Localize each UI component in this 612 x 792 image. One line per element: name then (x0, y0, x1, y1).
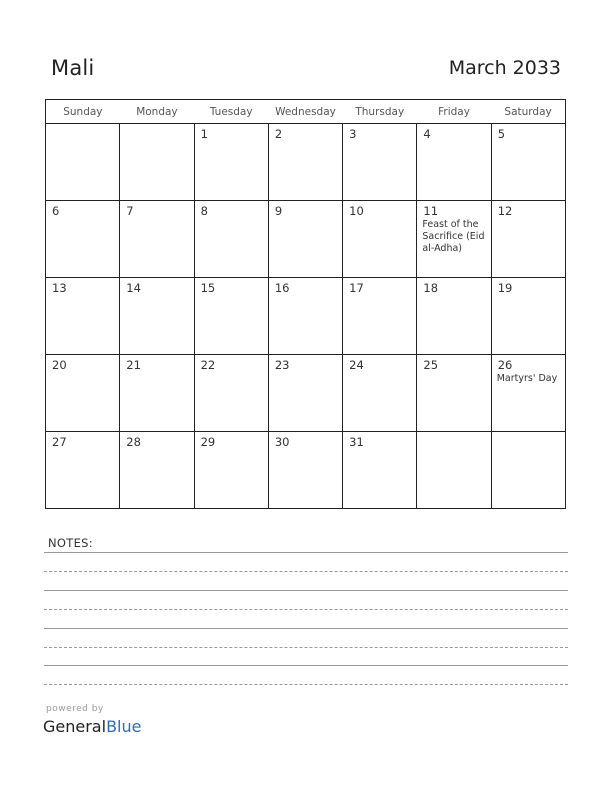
day-number: 28 (126, 435, 141, 449)
day-cell (491, 355, 565, 432)
day-cell (417, 432, 491, 509)
day-cell (491, 201, 565, 278)
notes-line (44, 552, 568, 553)
day-number: 19 (497, 281, 513, 295)
day-cell (120, 278, 194, 355)
day-cell (46, 124, 120, 201)
day-cell (120, 355, 194, 432)
calendar-grid (45, 99, 566, 509)
day-number: 29 (200, 435, 216, 449)
day-number: 12 (497, 204, 513, 218)
day-cell (343, 201, 417, 278)
weekday-header-row (46, 100, 566, 124)
day-number: 18 (423, 281, 439, 295)
day-cell (194, 124, 268, 201)
day-number: 27 (52, 435, 67, 449)
day-number: 22 (200, 358, 216, 372)
day-number: 8 (200, 204, 208, 218)
day-cell (491, 432, 565, 509)
country-title: Mali (51, 56, 95, 80)
day-cell (491, 124, 565, 201)
notes-line (44, 590, 568, 591)
holiday-label: Martyrs' Day (496, 373, 558, 384)
day-number: 20 (52, 358, 67, 372)
weekday-header: Thursday (343, 100, 417, 124)
day-cell (417, 355, 491, 432)
day-number: 10 (349, 204, 364, 218)
day-number: 15 (200, 281, 216, 295)
day-cell (417, 201, 491, 278)
day-cell (343, 432, 417, 509)
day-cell (343, 355, 417, 432)
notes-line (44, 684, 568, 685)
week-row (46, 432, 566, 509)
notes-line (44, 665, 568, 666)
notes-line (44, 609, 568, 610)
day-number: 16 (274, 281, 290, 295)
notes-label: NOTES: (48, 536, 93, 550)
day-number: 31 (349, 435, 364, 449)
day-number: 14 (126, 281, 141, 295)
notes-line (44, 647, 568, 648)
day-number: 17 (349, 281, 364, 295)
week-row (46, 124, 566, 201)
day-cell (268, 124, 342, 201)
day-number: 5 (497, 127, 506, 141)
day-number: 2 (274, 127, 283, 141)
day-number: 21 (126, 358, 141, 372)
week-row (46, 278, 566, 355)
weekday-header: Wednesday (268, 100, 342, 124)
weekday-header: Saturday (491, 100, 565, 124)
day-cell (268, 201, 342, 278)
brand-logo (43, 717, 141, 736)
brand-blue: Blue (106, 717, 142, 736)
day-cell (343, 124, 417, 201)
day-number: 1 (200, 127, 208, 141)
day-cell (194, 278, 268, 355)
notes-line (44, 571, 568, 572)
weekday-header: Sunday (46, 100, 120, 124)
day-number: 23 (274, 358, 290, 372)
day-cell (491, 278, 565, 355)
week-row (46, 355, 566, 432)
day-number: 3 (349, 127, 357, 141)
day-number: 6 (52, 204, 60, 218)
weekday-header: Tuesday (194, 100, 268, 124)
day-cell (268, 355, 342, 432)
day-number: 25 (423, 358, 439, 372)
week-row (46, 201, 566, 278)
day-cell (120, 201, 194, 278)
day-number: 9 (274, 204, 283, 218)
day-number: 30 (274, 435, 290, 449)
day-cell (46, 355, 120, 432)
day-cell (194, 201, 268, 278)
day-cell (417, 124, 491, 201)
day-cell (194, 432, 268, 509)
day-cell (343, 278, 417, 355)
day-number: 26 (497, 358, 513, 372)
day-cell (194, 355, 268, 432)
day-cell (268, 432, 342, 509)
day-number: 13 (52, 281, 67, 295)
day-cell (120, 124, 194, 201)
day-number: 11 (423, 204, 439, 218)
brand-general: General (43, 717, 107, 736)
notes-line (44, 628, 568, 629)
month-title: March 2033 (448, 57, 561, 79)
powered-by-text: powered by (46, 704, 104, 714)
day-number: 24 (349, 358, 364, 372)
day-cell (417, 278, 491, 355)
weekday-header: Friday (417, 100, 491, 124)
holiday-label: Feast of the Sacrifice (Eid al-Adha) (422, 219, 485, 254)
day-cell (120, 432, 194, 509)
day-cell (46, 432, 120, 509)
day-cell (46, 278, 120, 355)
weekday-header: Monday (120, 100, 194, 124)
day-cell (268, 278, 342, 355)
day-number: 7 (126, 204, 134, 218)
day-cell (46, 201, 120, 278)
day-number: 4 (423, 127, 431, 141)
